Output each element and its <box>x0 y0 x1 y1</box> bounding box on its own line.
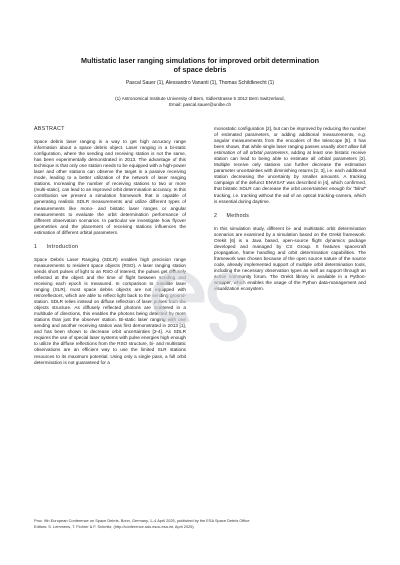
footer-line-2: Editors: S. Lemmens, T. Flohrer & F. Schmitz, (http://conference.sdo.esoc.esa.int, April 2025) <box>34 523 194 529</box>
esa-watermark-logo <box>150 255 270 345</box>
page-footer <box>34 518 374 529</box>
abstract-heading: ABSTRACT <box>34 126 65 132</box>
title-line-2: of space debris <box>173 65 227 74</box>
affiliation-email: Email: pascal.sauer@unibe.ch <box>168 102 232 107</box>
methods-text: In this simulation study, different bi- and multistatic orbit determination scenarios are examined by a simulation based on the Orekit framework. Orekit [6] is a Java based, open-source flight dynamics package developed and managed by CS Group. It features spacecraft propagation, frame handling and orbit determination capabilities. The framework was chosen because of the open source nature of the source code, already implemented support of multiple orbit determination tools, including the necessary observation types as well as support through an active community forum. The Orekit library is available in a Python-wrapper, which enables the usage of the Python data-management and visualization ecosystem. <box>214 225 366 292</box>
title-line-1: Multistatic laser ranging simulations for improved orbit determination <box>80 56 320 65</box>
footer-line-1: Proc. 9th European Conference on Space Debris, Bonn, Germany, 1–4 April 2025, published by the ESA Space Debris Office <box>34 518 250 523</box>
introduction-text: Space Debris Laser Ranging (SDLR) enables high precision range measurements to resident space objects (RSO). A laser ranging station sends short pulses of light to an RSO of interest, the pulses get diffusely reflected at the object and the time of flight between sending and receiving each epoch is measured. In comparison to Satellite laser ranging (SLR), most space debris objects are not equipped with retroreflectors, which are able to reflect light back to the sending ground-station. SDLR relies instead on diffuse reflection of laser pulses from the objects structure. As diffusely reflected photons are scattered in a multitude of directions, this enables the photons being detected by more stations than just the observer station. Bi-static laser ranging with one sending and another receiving station was first demonstrated in 2013 [1], and has been shown to decrease orbit uncertainties [2-4]. As SDLR requires the use of special laser systems with pulse energies high enough to utilize the diffuse reflections from the RSO structure, bi- and multistatic observations are an efficient way to use the limited SLR stations resources to its maximum potential. Using only a single pass, a full orbit determination is not guaranteed for a <box>34 256 186 365</box>
introduction-heading: 1 Introduction <box>34 243 79 250</box>
watermark-arc-e <box>156 275 200 319</box>
methods-heading: 2 Methods <box>214 212 250 219</box>
abstract-text: Space debris laser ranging is a way to get high accuracy range information about a space debris object. Laser ranging in a bi-static configuration, where the sending and receiving station is not the same, has been experimentally demonstrated in 2013. The advantage of this technique is that only one station needs to be equipped with a high-power laser and other stations can observe the target in a passive receiving mode, leading to a better utilization of the network of laser ranging stations. Increasing the number of receiving stations to two or more (multi-static), can lead to an improved orbit determination accuracy. In this contribution we present a simulation framework that is capable of generating realistic SDLR measurements and utilize different types of measurements like mono- and bistatic laser ranges or angular measurements to evaluate the orbit determination performance of different observation scenarios. In particular we investigate how flyover geometries and the placement of receiving stations influences the estimation of different orbital parameters. <box>34 139 186 235</box>
watermark-arc-s <box>212 277 242 337</box>
author-list: Pascal Sauer (1), Alessandro Vananti (1), Thomas Schildknecht (1) <box>125 80 275 86</box>
paper-title <box>40 56 360 74</box>
intro-continued-text: monostatic configuration [2], but can be improved by reducing the number of estimated parameters, or adding additional measurements, e.g. angular measurements from the encoders of the telescope [5]. It has been shown, that while single laser ranging passes usually don't allow full estimation of all orbital parameters, adding at least one bistatic receive station can lead to being able to estimate all orbital parameters [2]. Multiple receive only stations can further decrease the estimation parameter uncertainties with diminishing returns [2, 3], i.e. each additional station decreasing the uncertainty by smaller amounts. A tracking campaign of the defunct ENVISAT was described in [4], which confirmed, that bistatic SDLR can decrease the orbit uncertainties enough for “blind” tracking, i.e. tracking without the aid of an optical tracking-camera, which is essential during daytime. <box>214 126 367 204</box>
affiliation <box>40 96 360 108</box>
affiliation-line-1: (1) Astronomical Institute University of Bern, Sidlerstrasse 5 3012 Bern Switzerland, <box>115 96 285 101</box>
